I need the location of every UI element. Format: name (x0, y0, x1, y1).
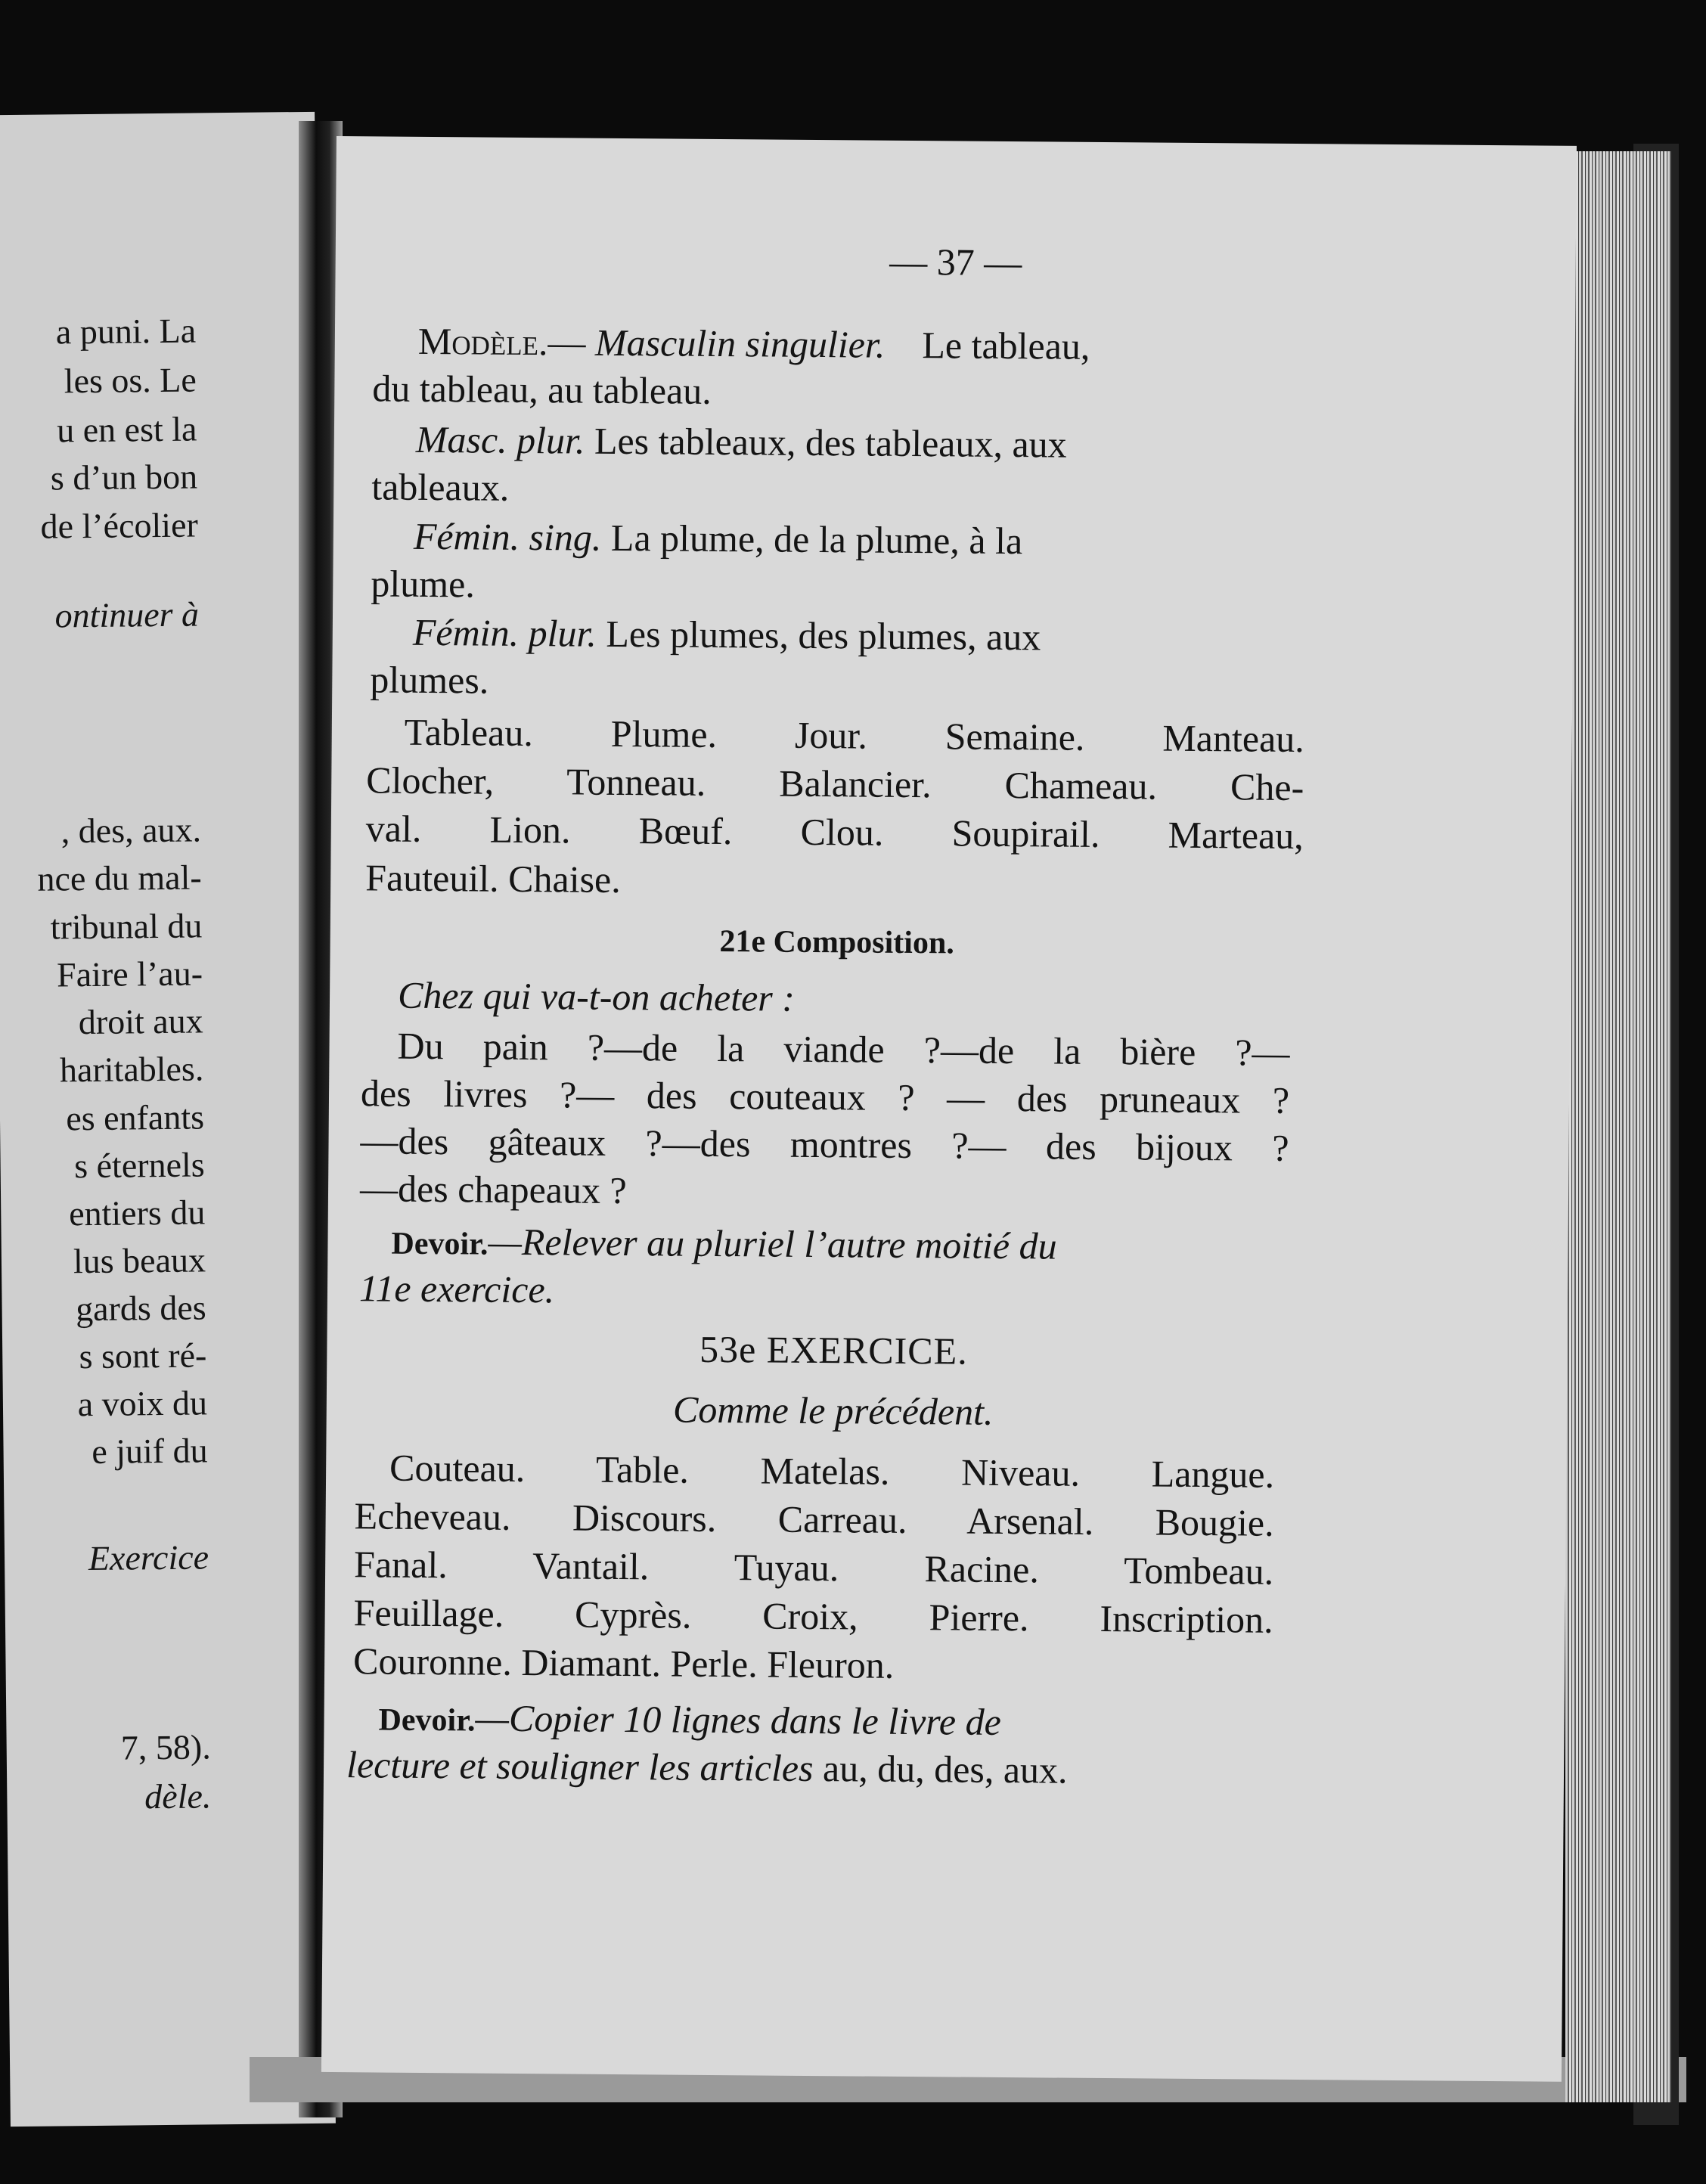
devoir-line-2: 11e exercice. (358, 1267, 555, 1311)
left-text-line: lus beaux (73, 1240, 206, 1281)
left-text-line: droit aux (78, 1001, 203, 1042)
femin-plur-line-2: plumes. (370, 658, 489, 702)
masc-plur-line-2: tableaux. (371, 465, 510, 509)
femin-sing-line-2: plume. (371, 562, 476, 606)
exercice-subtitle: Comme le précédent. (672, 1388, 994, 1433)
left-text-line: e juif du (92, 1431, 208, 1472)
left-text-line: les os. Le (64, 360, 197, 401)
page-number: — 37 — (889, 240, 1022, 284)
left-text-line: tribunal du (50, 906, 203, 947)
devoir-articles: au, du, des, aux. (822, 1747, 1068, 1792)
word-list-line: Tableau. Plume. Jour. Semaine. Manteau. (404, 710, 1304, 761)
modele-line (417, 319, 1090, 368)
devoir-line (391, 1222, 1056, 1265)
masc-plur-text: Les tableaux, des tableaux, aux (594, 419, 1067, 466)
devoir-text: —Relever au pluriel l’autre moitié du (488, 1220, 1057, 1267)
modele-label: Modèle.— (417, 319, 586, 364)
left-text-line: de l’écolier (40, 505, 199, 546)
left-text-line: s sont ré- (79, 1336, 207, 1376)
devoir-text-italic: lecture et souligner les articles (346, 1743, 814, 1790)
left-text-line: nce du mal- (37, 858, 202, 898)
word-list-line: Clocher, Tonneau. Balancier. Chameau. Che- (366, 759, 1304, 809)
modele-head: Masculin singulier. (594, 321, 886, 366)
right-page (321, 136, 1577, 2082)
femin-sing-line (413, 514, 1023, 563)
devoir-text: —Copier 10 lignes dans le livre de (475, 1696, 1002, 1743)
left-text-line: , des, aux. (60, 810, 202, 851)
exercice-word-line: Couronne. Diamant. Perle. Fleuron. (352, 1640, 895, 1686)
left-text-line: 7, 58). (120, 1727, 211, 1767)
left-text-line: haritables. (59, 1049, 204, 1090)
word-list-line: Fauteuil. Chaise. (365, 856, 621, 901)
modele-line-2: du tableau, au tableau. (372, 367, 712, 412)
composition-line: des livres ?— des couteaux ? — des pruneaux ? (360, 1072, 1290, 1121)
femin-sing-text: La plume, de la plume, à la (610, 516, 1023, 563)
left-text-line: dèle. (144, 1776, 212, 1816)
devoir-line-2 (346, 1743, 1068, 1792)
composition-title: 21e Composition. (719, 924, 954, 961)
devoir-label: Devoir. (391, 1226, 489, 1262)
left-text-line: Faire l’au- (56, 954, 203, 994)
left-text-line: entiers du (68, 1193, 206, 1233)
composition-line: —des chapeaux ? (359, 1167, 627, 1212)
masc-plur-line (415, 417, 1067, 466)
left-text-line: Exercice (88, 1537, 209, 1578)
left-page (0, 112, 336, 2127)
page-stack-edges (1565, 151, 1671, 2102)
left-text-line: a puni. La (55, 311, 197, 352)
composition-line: Du pain ?—de la viande ?—de la bière ?— (397, 1024, 1290, 1074)
left-text-line: es enfants (66, 1097, 205, 1138)
page-content (321, 136, 1577, 2082)
composition-line: —des gâteaux ?—des montres ?— des bijoux ? (360, 1119, 1289, 1169)
femin-sing-label: Fémin. sing. (413, 514, 602, 559)
word-list-line: val. Lion. Bœuf. Clou. Soupirail. Marteau, (365, 807, 1304, 858)
exercice-word-line: Fanal. Vantail. Tuyau. Racine. Tombeau. (353, 1543, 1274, 1593)
femin-plur-label: Fémin. plur. (412, 610, 597, 655)
devoir-label: Devoir. (378, 1702, 476, 1739)
masc-plur-label: Masc. plur. (415, 417, 585, 462)
left-text-line: u en est la (56, 409, 197, 450)
exercice-word-line: Feuillage. Cyprès. Croix, Pierre. Inscription. (353, 1591, 1273, 1641)
devoir-line (378, 1698, 1001, 1741)
modele-text: Le tableau, (922, 324, 1090, 368)
left-text-line: s d’un bon (50, 457, 198, 498)
exercice-word-line: Couteau. Table. Matelas. Niveau. Langue. (389, 1446, 1275, 1496)
exercice-title: 53e EXERCICE. (699, 1327, 968, 1373)
left-text-line: gards des (75, 1288, 206, 1329)
femin-plur-line (412, 610, 1041, 659)
exercice-word-line: Echeveau. Discours. Carreau. Arsenal. Bougie. (354, 1494, 1274, 1544)
composition-question: Chez qui va-t-on acheter : (397, 973, 796, 1019)
left-text-line: ontinuer à (54, 594, 200, 635)
left-text-line: a voix du (77, 1383, 208, 1424)
femin-plur-text: Les plumes, des plumes, aux (606, 612, 1041, 659)
left-text-line: s éternels (73, 1145, 205, 1186)
